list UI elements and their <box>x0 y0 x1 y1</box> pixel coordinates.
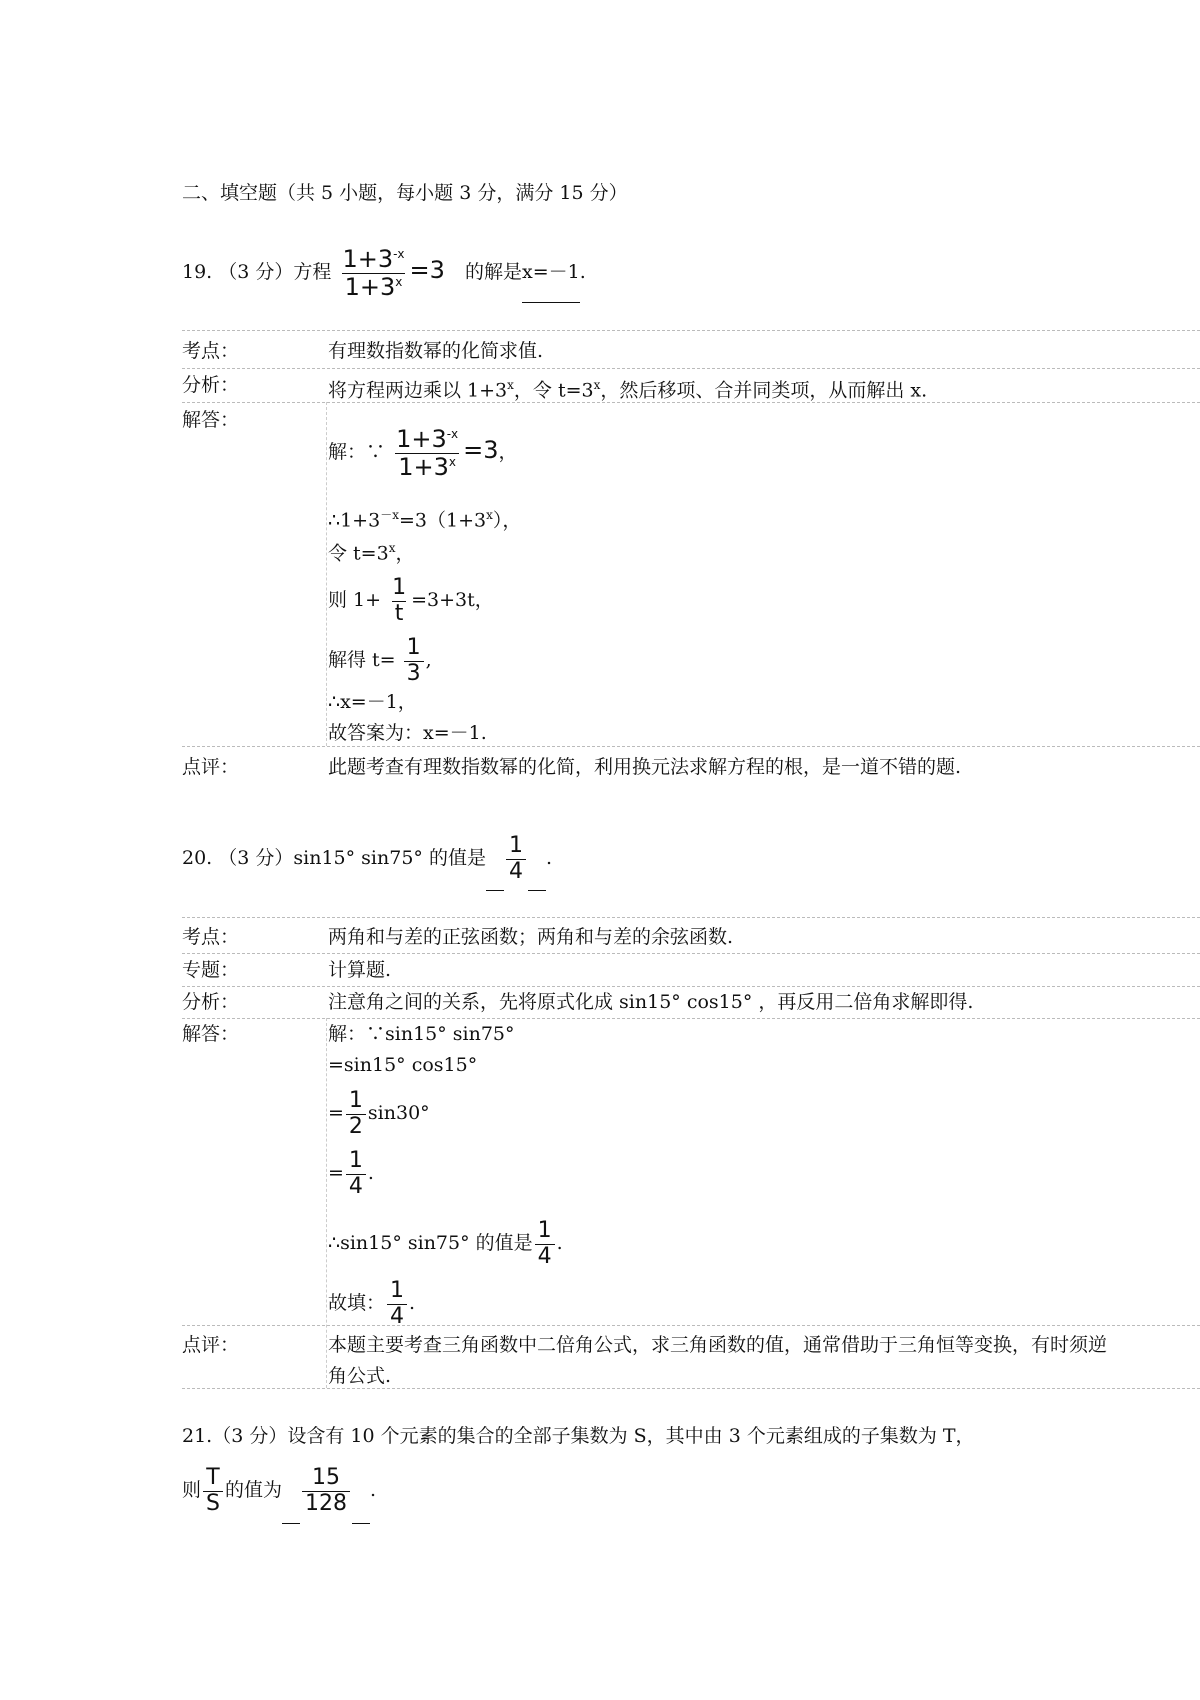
q20-prefix: 20. （3 分）sin15° sin75° 的值是 <box>182 847 486 869</box>
q20-step3-den: 2 <box>346 1114 366 1139</box>
q21-mid: 的值为 <box>224 1479 282 1501</box>
q19-step4-suffix: =3+3t， <box>411 589 494 611</box>
q20-step5-prefix: ∴sin15° sin75° 的值是 <box>328 1232 533 1254</box>
q19-step1-den: 1+3 <box>398 452 449 481</box>
q21-line1: 21.（3 分）设含有 10 个元素的集合的全部子集数为 S，其中由 3 个元素组成的子集数为 T， <box>182 1425 975 1447</box>
q20-zhuanti: 计算题. <box>328 959 392 981</box>
q20-step3-fraction <box>346 1089 366 1138</box>
q19-kaodian: 有理数指数幂的化简求值. <box>328 340 544 362</box>
q19-step3-a: 令 t=3 <box>328 542 389 565</box>
q19-fenxi-label: 分析： <box>182 374 240 396</box>
divider <box>182 368 1200 369</box>
q20-step4-fraction <box>346 1149 366 1198</box>
q20-step6-num: 1 <box>390 1278 405 1304</box>
q19-step2-a: ∴1+3 <box>328 509 381 532</box>
q19-fenxi-exp1: x <box>507 378 514 392</box>
q19-question <box>182 240 586 303</box>
q19-step4-prefix: 则 1+ <box>328 589 382 611</box>
q20-step4-num: 1 <box>348 1148 363 1174</box>
section-title: 二、填空题（共 5 小题，每小题 3 分，满分 15 分） <box>182 182 628 204</box>
q19-step1 <box>328 420 518 482</box>
q19-step4-fraction <box>389 576 409 625</box>
q21-ratio-num: T <box>206 1465 220 1491</box>
q20-dianping-line1: 本题主要考查三角函数中二倍角公式，求三角函数的值，通常借助于三角恒等变换，有时须逆 <box>328 1334 1108 1356</box>
q19-dianping: 此题考查有理数指数幂的化简，利用换元法求解方程的根，是一道不错的题. <box>328 756 962 778</box>
column-divider <box>326 1018 327 1388</box>
q19-eq-den-exp: x <box>395 274 403 289</box>
q20-step1: 解：∵sin15° sin75° <box>328 1023 515 1045</box>
q19-step2-b: =3（1+3 <box>398 509 487 532</box>
q19-step6: ∴x=－1， <box>328 691 417 713</box>
q19-mid: 的解是 <box>464 261 522 283</box>
q21-ratio-fraction <box>203 1466 223 1515</box>
q19-step2 <box>328 503 521 532</box>
q20-step5-num: 1 <box>537 1218 552 1244</box>
q19-step5 <box>328 628 432 692</box>
q19-step3 <box>328 536 414 565</box>
q20-answer-blank-left <box>486 826 504 891</box>
divider <box>182 917 1200 918</box>
q19-eq-num-exp: -x <box>393 247 405 262</box>
q20-step6-suffix: . <box>409 1292 416 1314</box>
q20-fenxi-label: 分析： <box>182 991 240 1013</box>
q21-ratio-den: S <box>203 1491 223 1516</box>
q20-step6-den: 4 <box>387 1304 407 1329</box>
q19-step5-den: 3 <box>404 661 424 686</box>
q20-jieda-label: 解答： <box>182 1023 240 1045</box>
q19-fenxi-c: ，然后移项、合并同类项，从而解出 x. <box>600 379 928 402</box>
q19-step7: 故答案为：x=－1. <box>328 722 487 744</box>
q21-answer-den: 128 <box>302 1491 350 1516</box>
q20-answer-blank-right <box>528 826 546 891</box>
divider <box>182 953 1200 954</box>
divider <box>182 986 1200 987</box>
q21-prefix: 则 <box>182 1479 202 1501</box>
q19-answer: x=－1 <box>522 242 580 303</box>
q20-step4-den: 4 <box>346 1174 366 1199</box>
q21-answer-num: 15 <box>312 1465 340 1491</box>
divider <box>182 746 1200 747</box>
q20-step5-suffix: . <box>556 1232 563 1254</box>
q19-step3-exp: x <box>388 541 396 555</box>
divider <box>182 1018 1200 1019</box>
q20-step2: =sin15° cos15° <box>328 1054 478 1076</box>
q19-fenxi <box>328 373 927 402</box>
q20-step5 <box>328 1212 563 1274</box>
column-divider <box>326 402 327 746</box>
q19-step2-exp: －x <box>380 508 399 522</box>
q20-question <box>182 826 552 891</box>
q20-answer-den: 4 <box>506 859 526 884</box>
q20-step5-den: 4 <box>535 1244 555 1269</box>
q20-end: . <box>545 847 552 869</box>
q20-fenxi: 注意角之间的关系，先将原式化成 sin15° cos15° ，再反用二倍角求解即得. <box>328 991 974 1013</box>
q19-kaodian-label: 考点： <box>182 340 240 362</box>
q21-end: . <box>370 1479 377 1501</box>
q19-step1-num-exp: -x <box>446 427 459 442</box>
q20-dianping-line2: 角公式. <box>328 1365 392 1387</box>
divider <box>182 1388 1200 1389</box>
q19-end: . <box>579 261 586 283</box>
q20-dianping-label: 点评： <box>182 1334 240 1356</box>
q20-answer-num: 1 <box>508 833 523 859</box>
q19-eq-num: 1+3 <box>342 245 394 274</box>
q19-step2-c: ）， <box>492 509 522 532</box>
q21-answer-blank-right <box>352 1457 370 1524</box>
divider <box>182 330 1200 331</box>
q19-dianping-label: 点评： <box>182 756 240 778</box>
q19-step2-exp2: x <box>486 508 493 522</box>
q19-step5-suffix: , <box>425 649 432 671</box>
q19-step4 <box>328 568 494 632</box>
q19-jieda-label: 解答： <box>182 409 240 431</box>
q21-answer-blank-left <box>282 1457 300 1524</box>
q21-answer-fraction <box>302 1466 350 1515</box>
q19-step5-fraction <box>404 636 424 685</box>
q19-prefix: 19. （3 分）方程 <box>182 261 332 283</box>
q20-kaodian: 两角和与差的正弦函数；两角和与差的余弦函数. <box>328 926 734 948</box>
q19-fenxi-b: ，令 t=3 <box>513 379 594 402</box>
q20-step4-prefix: = <box>328 1162 344 1184</box>
q20-step3 <box>328 1082 430 1144</box>
q20-step3-prefix: = <box>328 1102 344 1124</box>
q19-step1-fraction <box>393 426 461 480</box>
q19-eq-rhs: =3 <box>409 256 445 284</box>
q19-equation-fraction <box>339 246 407 300</box>
q20-step3-suffix: sin30° <box>367 1102 430 1124</box>
divider <box>182 402 1200 403</box>
q19-step5-num: 1 <box>406 635 421 661</box>
q19-eq-den: 1+3 <box>344 272 396 301</box>
q20-step6-prefix: 故填： <box>328 1292 386 1314</box>
q20-step3-num: 1 <box>348 1088 363 1114</box>
q19-step1-prefix: 解：∵ <box>328 441 386 463</box>
q19-step1-num: 1+3 <box>396 425 447 454</box>
q19-step4-den: t <box>392 601 407 626</box>
q20-step4-suffix: . <box>367 1162 374 1184</box>
q20-step5-fraction <box>535 1219 555 1268</box>
divider <box>182 1325 1200 1326</box>
q20-kaodian-label: 考点： <box>182 926 240 948</box>
q19-step1-suffix: ， <box>498 441 518 463</box>
q19-step4-num: 1 <box>392 575 407 601</box>
q20-step6-fraction <box>387 1279 407 1328</box>
q19-step5-prefix: 解得 t= <box>328 649 396 671</box>
q19-step3-b: ， <box>395 542 415 565</box>
q19-step1-rhs: =3 <box>463 436 499 464</box>
q19-fenxi-a: 将方程两边乘以 1+3 <box>328 379 508 402</box>
q20-answer-fraction <box>506 834 526 883</box>
q19-fenxi-exp2: x <box>593 378 601 392</box>
q20-step4 <box>328 1142 374 1204</box>
q20-zhuanti-label: 专题： <box>182 959 240 981</box>
q21-line2 <box>182 1457 376 1524</box>
q19-step1-den-exp: x <box>448 454 456 469</box>
